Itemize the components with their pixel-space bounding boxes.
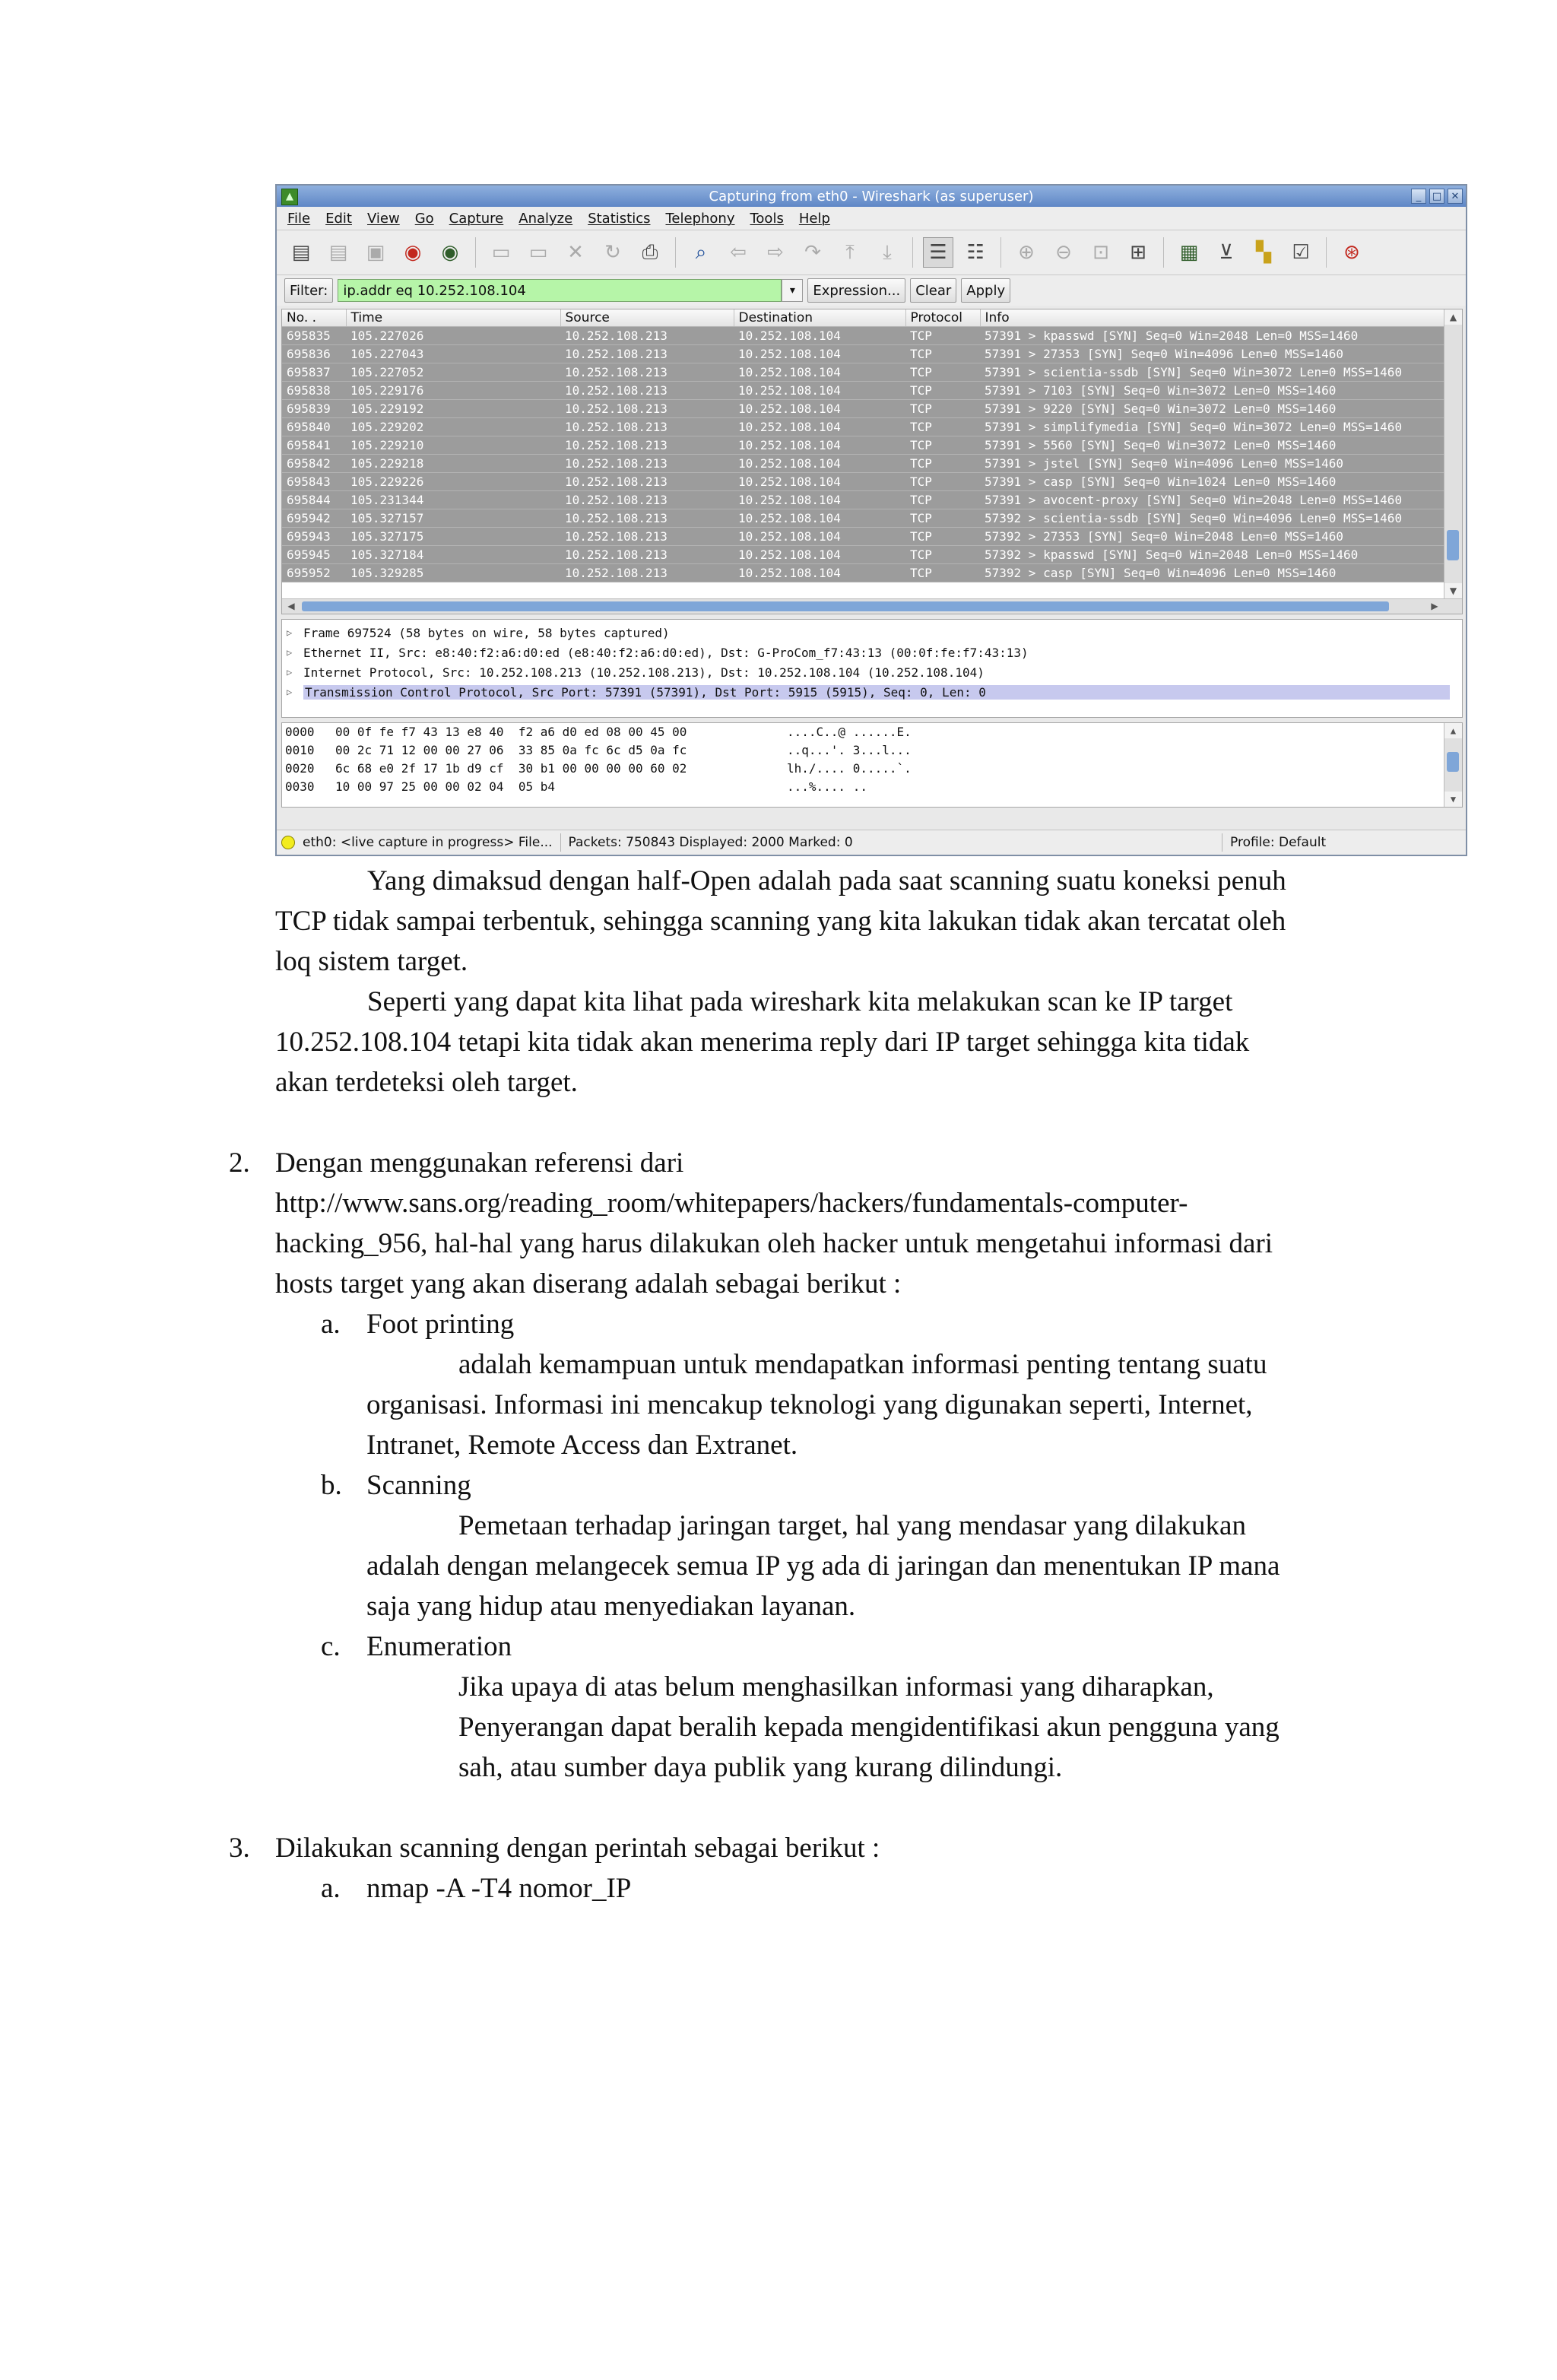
display-filter-input[interactable] (338, 279, 782, 302)
cell-info: 57391 > 27353 [SYN] Seq=0 Win=4096 Len=0 MSS=1460 (980, 345, 1444, 363)
scroll-thumb[interactable] (1447, 752, 1459, 772)
expand-triangle-icon[interactable]: ▷ (287, 647, 293, 658)
apply-button[interactable]: Apply (961, 278, 1010, 303)
maximize-icon[interactable]: □ (1429, 189, 1444, 204)
zoom-in-icon[interactable]: ⊕ (1018, 241, 1035, 264)
cell-no: 695844 (282, 491, 346, 509)
colorize-icon[interactable]: ☰ (923, 237, 953, 268)
scroll-down-icon[interactable]: ▼ (1444, 583, 1462, 598)
packet-row[interactable] (282, 455, 1444, 473)
scroll-thumb[interactable] (1447, 530, 1459, 560)
cell-info: 57392 > 27353 [SYN] Seq=0 Win=2048 Len=0 MSS=1460 (980, 528, 1444, 546)
cell-source: 10.252.108.213 (560, 345, 734, 363)
detail-row-frame[interactable]: ▷ Frame 697524 (58 bytes on wire, 58 bytes captured) (287, 625, 670, 640)
list-marker-3a: a. (321, 1873, 341, 1904)
cell-protocol: TCP (905, 546, 980, 564)
sans-reference-link[interactable]: http://www.sans.org/reading_room/whitepapers/hackers/fundamentals-computer- (275, 1188, 1188, 1219)
cell-source: 10.252.108.213 (560, 546, 734, 564)
coloring-rules-icon[interactable]: ▚ (1256, 241, 1271, 264)
menu-view[interactable]: View (366, 210, 400, 227)
restart-capture-icon[interactable]: ◉ (441, 241, 459, 264)
cell-no: 695837 (282, 363, 346, 382)
cell-time: 105.229202 (346, 418, 560, 436)
cell-destination: 10.252.108.104 (734, 436, 905, 455)
first-packet-icon[interactable]: ⤒ (845, 240, 855, 264)
cell-info: 57391 > casp [SYN] Seq=0 Win=1024 Len=0 MSS=1460 (980, 473, 1444, 491)
packet-list-header (282, 309, 1444, 327)
scroll-down-icon[interactable]: ▼ (1444, 792, 1462, 807)
cell-no: 695838 (282, 382, 346, 400)
cell-time: 105.227026 (346, 327, 560, 345)
close-file-icon[interactable]: ✕ (567, 241, 584, 264)
cell-destination: 10.252.108.104 (734, 363, 905, 382)
cell-destination: 10.252.108.104 (734, 473, 905, 491)
packet-row[interactable] (282, 564, 1444, 582)
menu-file[interactable]: File (287, 210, 311, 227)
menu-analyze[interactable]: Analyze (518, 210, 573, 227)
cell-protocol: TCP (905, 436, 980, 455)
resize-columns-icon[interactable]: ⊞ (1130, 241, 1146, 264)
expression-button[interactable]: Expression... (807, 278, 905, 303)
menu-help[interactable]: Help (798, 210, 830, 227)
menu-go[interactable]: Go (414, 210, 434, 227)
packet-row[interactable] (282, 546, 1444, 564)
cell-protocol: TCP (905, 491, 980, 509)
cell-info: 57391 > jstel [SYN] Seq=0 Win=4096 Len=0 MSS=1460 (980, 455, 1444, 473)
print-icon[interactable]: ⎙ (642, 240, 658, 264)
capture-status-led-icon[interactable] (281, 836, 295, 849)
scroll-right-icon[interactable]: ▶ (1431, 601, 1438, 611)
cell-no: 695943 (282, 528, 346, 546)
cell-time: 105.229192 (346, 400, 560, 418)
cell-source: 10.252.108.213 (560, 491, 734, 509)
cell-destination: 10.252.108.104 (734, 382, 905, 400)
cell-no: 695843 (282, 473, 346, 491)
cell-info: 57391 > 7103 [SYN] Seq=0 Win=3072 Len=0 MSS=1460 (980, 382, 1444, 400)
capture-filters-icon[interactable]: ▦ (1179, 241, 1199, 264)
zoom-out-icon[interactable]: ⊖ (1055, 241, 1072, 264)
cell-protocol: TCP (905, 418, 980, 436)
minimize-icon[interactable]: _ (1411, 189, 1426, 204)
cell-no: 695841 (282, 436, 346, 455)
packet-row[interactable] (282, 345, 1444, 363)
cell-source: 10.252.108.213 (560, 509, 734, 528)
cell-source: 10.252.108.213 (560, 473, 734, 491)
cell-time: 105.229218 (346, 455, 560, 473)
cell-info: 57391 > avocent-proxy [SYN] Seq=0 Win=2048 Len=0 MSS=1460 (980, 491, 1444, 509)
cell-destination: 10.252.108.104 (734, 528, 905, 546)
cell-protocol: TCP (905, 327, 980, 345)
go-forward-icon[interactable]: ⇨ (767, 241, 784, 264)
hex-row: 0030 10 00 97 25 00 00 02 04 05 b4 ...%.... .. (285, 779, 867, 794)
cell-time: 105.231344 (346, 491, 560, 509)
list-item-enumeration: Enumeration Jika upaya di atas belum menghasilkan informasi yang diharapkan, Penyerangan dapat beralih kepada mengidentifikasi akun pengguna yang sah, atau sumber daya publik yang kurang dilindungi. (366, 1626, 1280, 1788)
cell-source: 10.252.108.213 (560, 528, 734, 546)
cell-no: 695952 (282, 564, 346, 582)
cell-protocol: TCP (905, 473, 980, 491)
cell-time: 105.327157 (346, 509, 560, 528)
packet-row[interactable] (282, 363, 1444, 382)
go-back-icon[interactable]: ⇦ (730, 241, 747, 264)
cell-source: 10.252.108.213 (560, 455, 734, 473)
cell-info: 57392 > casp [SYN] Seq=0 Win=4096 Len=0 MSS=1460 (980, 564, 1444, 582)
status-bar (277, 830, 1466, 855)
hex-row: 0000 00 0f fe f7 43 13 e8 40 f2 a6 d0 ed 08 00 45 00 ....C..@ ......E. (285, 725, 912, 739)
list-item-2: Dengan menggunakan referensi dari http://www.sans.org/reading_room/whitepapers/hackers/fundamentals-computer- hacking_956, hal-hal yang harus dilakukan oleh hacker untuk mengetahui informasi dari hosts target yang akan diserang adalah sebagai berikut : (275, 1147, 1273, 1299)
cell-protocol: TCP (905, 564, 980, 582)
open-file-icon[interactable]: ▭ (491, 241, 511, 264)
hex-row: 0020 6c 68 e0 2f 17 1b d9 cf 30 b1 00 00 00 00 60 02 lh./.... 0.....`. (285, 761, 912, 776)
cell-info: 57392 > kpasswd [SYN] Seq=0 Win=2048 Len=0 MSS=1460 (980, 546, 1444, 564)
cell-protocol: TCP (905, 363, 980, 382)
cell-protocol: TCP (905, 382, 980, 400)
menu-bar (277, 207, 1466, 230)
cell-no: 695839 (282, 400, 346, 418)
scroll-left-icon[interactable]: ◀ (287, 601, 295, 611)
wireshark-app-icon: ▲ (281, 189, 298, 205)
preferences-icon[interactable]: ☑ (1292, 241, 1310, 264)
subitem-title: Foot printing (366, 1309, 515, 1340)
cell-protocol: TCP (905, 400, 980, 418)
cell-protocol: TCP (905, 509, 980, 528)
cell-source: 10.252.108.213 (560, 400, 734, 418)
packet-list[interactable] (281, 309, 1463, 614)
cell-time: 105.229210 (346, 436, 560, 455)
cell-destination: 10.252.108.104 (734, 400, 905, 418)
packet-list-vscrollbar[interactable] (1444, 309, 1462, 614)
cell-protocol: TCP (905, 345, 980, 363)
capture-status: eth0: <live capture in progress> File... (303, 835, 553, 850)
list-item-scanning: Scanning Pemetaan terhadap jaringan target, hal yang mendasar yang dilakukan adalah dengan melangecek semua IP yg ada di jaringan dan menentukan IP mana saja yang hidup atau menyediakan layanan. (366, 1465, 1280, 1626)
cell-no: 695842 (282, 455, 346, 473)
detail-row-ip[interactable]: ▷ Internet Protocol, Src: 10.252.108.213 (10.252.108.213), Dst: 10.252.108.104 (10.252.108.104) (287, 665, 985, 680)
list-item-nmap: nmap -A -T4 nomor_IP (366, 1873, 632, 1904)
cell-source: 10.252.108.213 (560, 564, 734, 582)
paragraph-wireshark-scan: Seperti yang dapat kita lihat pada wireshark kita melakukan scan ke IP target 10.252.108.104 tetapi kita tidak akan menerima reply dari IP target sehingga kita tidak akan terdeteksi oleh target. (275, 986, 1250, 1098)
column-destination[interactable]: Destination (734, 309, 905, 327)
cell-no: 695835 (282, 327, 346, 345)
window-title: Capturing from eth0 - Wireshark (as superuser) (709, 188, 1034, 205)
packet-details[interactable] (281, 619, 1463, 718)
cell-no: 695942 (282, 509, 346, 528)
auto-scroll-icon[interactable]: ☷ (966, 241, 985, 264)
chevron-down-icon[interactable]: ▾ (782, 279, 803, 302)
packet-row[interactable] (282, 418, 1444, 436)
expand-triangle-icon[interactable]: ▷ (287, 687, 293, 697)
packet-row[interactable] (282, 528, 1444, 546)
last-packet-icon[interactable]: ⤓ (883, 240, 892, 264)
menu-telephony[interactable]: Telephony (665, 210, 735, 227)
clear-button[interactable]: Clear (910, 278, 956, 303)
cell-destination: 10.252.108.104 (734, 455, 905, 473)
menu-tools[interactable]: Tools (750, 210, 784, 227)
packet-bytes[interactable] (281, 722, 1463, 808)
cell-source: 10.252.108.213 (560, 327, 734, 345)
list-item-footprinting: Foot printing adalah kemampuan untuk mendapatkan informasi penting tentang suatu organisasi. Informasi ini mencakup teknologi yang digunakan seperti, Internet, Intranet, Remote Access dan Extranet. (366, 1304, 1267, 1465)
expand-triangle-icon[interactable]: ▷ (287, 627, 293, 638)
cell-time: 105.229226 (346, 473, 560, 491)
cell-no: 695836 (282, 345, 346, 363)
go-to-packet-icon[interactable]: ↷ (804, 241, 821, 264)
profile-status[interactable]: Profile: Default (1230, 835, 1327, 850)
menu-edit[interactable]: Edit (325, 210, 352, 227)
window-titlebar (277, 186, 1466, 207)
cell-info: 57391 > 5560 [SYN] Seq=0 Win=3072 Len=0 MSS=1460 (980, 436, 1444, 455)
cell-source: 10.252.108.213 (560, 418, 734, 436)
options-icon[interactable]: ▤ (328, 241, 348, 264)
detail-row-ethernet[interactable]: ▷ Ethernet II, Src: e8:40:f2:a6:d0:ed (e8:40:f2:a6:d0:ed), Dst: G-ProCom_f7:43:13 (00:0f:fe:f7:43:13) (287, 645, 1029, 660)
normal-size-icon[interactable]: ⊡ (1092, 241, 1109, 264)
hscroll-thumb[interactable] (302, 601, 1389, 611)
list-marker-3: 3. (229, 1833, 250, 1864)
main-toolbar (277, 230, 1466, 275)
close-icon[interactable]: ✕ (1448, 189, 1463, 204)
cell-protocol: TCP (905, 455, 980, 473)
list-marker-2c: c. (321, 1631, 341, 1662)
cell-destination: 10.252.108.104 (734, 564, 905, 582)
cell-source: 10.252.108.213 (560, 436, 734, 455)
cell-destination: 10.252.108.104 (734, 345, 905, 363)
interfaces-icon[interactable]: ▤ (291, 241, 311, 264)
cell-source: 10.252.108.213 (560, 382, 734, 400)
find-packet-icon[interactable]: ⌕ (695, 240, 707, 264)
menu-statistics[interactable]: Statistics (588, 210, 651, 227)
packet-row[interactable] (282, 400, 1444, 418)
cell-destination: 10.252.108.104 (734, 546, 905, 564)
list-item-3: Dilakukan scanning dengan perintah sebagai berikut : (275, 1833, 880, 1864)
cell-protocol: TCP (905, 528, 980, 546)
packet-row[interactable] (282, 473, 1444, 491)
cell-source: 10.252.108.213 (560, 363, 734, 382)
wireshark-window (275, 184, 1467, 856)
packet-row[interactable] (282, 491, 1444, 509)
cell-info: 57391 > 9220 [SYN] Seq=0 Win=3072 Len=0 MSS=1460 (980, 400, 1444, 418)
column-protocol[interactable]: Protocol (905, 309, 980, 327)
expand-triangle-icon[interactable]: ▷ (287, 667, 293, 678)
packet-bytes-vscrollbar[interactable] (1444, 723, 1462, 807)
cell-destination: 10.252.108.104 (734, 327, 905, 345)
filter-button[interactable]: Filter: (284, 278, 333, 303)
menu-capture[interactable]: Capture (449, 210, 504, 227)
cell-info: 57391 > simplifymedia [SYN] Seq=0 Win=3072 Len=0 MSS=1460 (980, 418, 1444, 436)
cell-time: 105.329285 (346, 564, 560, 582)
subitem-title: Scanning (366, 1470, 471, 1501)
cell-time: 105.327184 (346, 546, 560, 564)
cell-time: 105.327175 (346, 528, 560, 546)
scroll-up-icon[interactable]: ▲ (1444, 723, 1462, 738)
cell-destination: 10.252.108.104 (734, 509, 905, 528)
detail-row-tcp[interactable]: ▷ Transmission Control Protocol, Src Port: 57391 (57391), Dst Port: 5915 (5915), Seq: 0, Len: 0 (282, 682, 1462, 702)
cell-time: 105.227052 (346, 363, 560, 382)
cell-no: 695840 (282, 418, 346, 436)
cell-info: 57392 > scientia-ssdb [SYN] Seq=0 Win=4096 Len=0 MSS=1460 (980, 509, 1444, 528)
packet-counts: Packets: 750843 Displayed: 2000 Marked: 0 (568, 835, 853, 850)
cell-no: 695945 (282, 546, 346, 564)
reload-icon[interactable]: ↻ (604, 241, 621, 264)
cell-info: 57391 > scientia-ssdb [SYN] Seq=0 Win=3072 Len=0 MSS=1460 (980, 363, 1444, 382)
packet-row[interactable] (282, 436, 1444, 455)
column-time[interactable]: Time (346, 309, 560, 327)
display-filters-icon[interactable]: ⊻ (1219, 241, 1234, 264)
list-marker-2a: a. (321, 1309, 341, 1340)
packet-row[interactable] (282, 327, 1444, 345)
save-file-icon[interactable]: ▭ (528, 241, 548, 264)
cell-destination: 10.252.108.104 (734, 418, 905, 436)
column-info[interactable]: Info (980, 309, 1444, 327)
packet-row[interactable] (282, 382, 1444, 400)
subitem-title: Enumeration (366, 1631, 512, 1662)
column-no[interactable]: No. . (282, 309, 346, 327)
packet-list-hscrollbar[interactable] (282, 598, 1462, 614)
list-marker-2: 2. (229, 1147, 250, 1179)
cell-destination: 10.252.108.104 (734, 491, 905, 509)
cell-info: 57391 > kpasswd [SYN] Seq=0 Win=2048 Len=0 MSS=1460 (980, 327, 1444, 345)
start-capture-icon[interactable]: ▣ (366, 241, 385, 264)
packet-row[interactable] (282, 509, 1444, 528)
column-source[interactable]: Source (560, 309, 734, 327)
cell-time: 105.227043 (346, 345, 560, 363)
help-icon[interactable]: ⊛ (1343, 241, 1360, 264)
filter-toolbar (277, 275, 1466, 306)
stop-capture-icon[interactable]: ◉ (404, 241, 422, 264)
hex-row: 0010 00 2c 71 12 00 00 27 06 33 85 0a fc 6c d5 0a fc ..q...'. 3...l... (285, 743, 912, 757)
scroll-up-icon[interactable]: ▲ (1444, 309, 1462, 325)
paragraph-half-open: Yang dimaksud dengan half-Open adalah pada saat scanning suatu koneksi penuh TCP tidak sampai terbentuk, sehingga scanning yang kita lakukan tidak akan tercatat oleh loq sistem target. (275, 865, 1286, 977)
cell-time: 105.229176 (346, 382, 560, 400)
list-marker-2b: b. (321, 1470, 342, 1501)
